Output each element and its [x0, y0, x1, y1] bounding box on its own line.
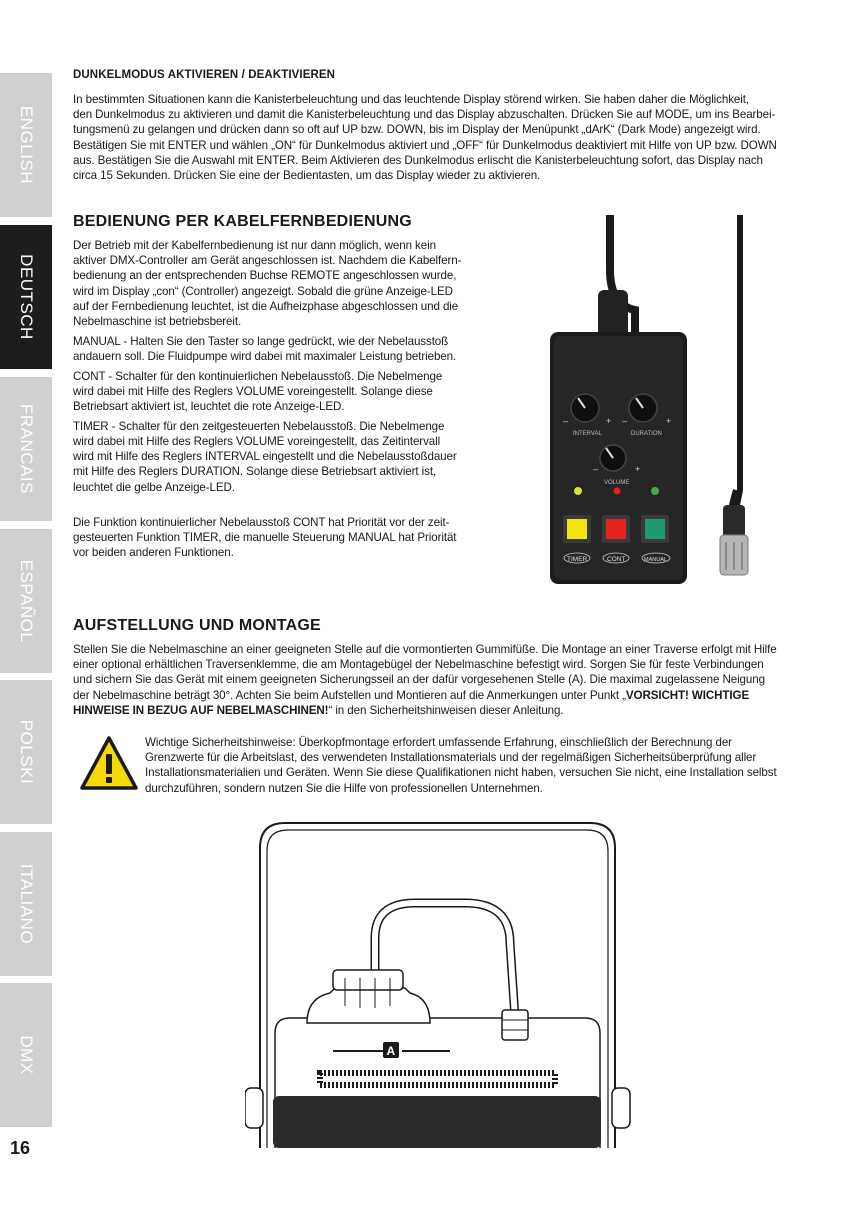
- text-line: [73, 703, 793, 718]
- safety-warning-text: [145, 735, 795, 796]
- volume-label: VOLUME: [604, 480, 630, 486]
- cont-label: CONT: [607, 556, 626, 563]
- minus-label: –: [563, 416, 569, 426]
- tab-english[interactable]: [0, 73, 52, 217]
- paragraph: [73, 238, 473, 329]
- text-line: In bestimmten Situationen kann die Kanisterbeleuchtung und das leuchtende Display störend wirken. Sie haben daher die Möglichkeit,: [73, 93, 749, 106]
- cont-button[interactable]: [606, 519, 626, 539]
- dark-mode-heading: DUNKELMODUS AKTIVIEREN / DEAKTIVIEREN: [73, 69, 336, 81]
- text-line: circa 15 Sekunden. Drücken Sie eine der Bedientasten, um das Display wieder zu aktivieren.: [73, 169, 541, 183]
- text-segment: “ in den Sicherheitshinweisen dieser Anleitung.: [328, 703, 564, 717]
- text-line: [73, 688, 793, 703]
- text-line: mit Hilfe des Reglers DURATION. Solange diese Betriebsart aktiviert ist,: [73, 465, 437, 479]
- text-line: andauern soll. Die Fluidpumpe wird dabei mit maximaler Leistung betrieben.: [73, 349, 457, 363]
- warning-reference: VORSICHT! WICHTIGE: [625, 688, 750, 702]
- paragraph: [73, 515, 473, 561]
- text-line: wird dabei mit Hilfe des Reglers VOLUME voreingestellt. Solange diese: [73, 384, 433, 398]
- minus-label: –: [593, 464, 599, 474]
- plus-label: +: [666, 416, 672, 426]
- text-line: wird mit Hilfe des Reglers INTERVAL eingestellt und die Nebelausstoßdauer: [73, 450, 457, 464]
- fog-machine-image: [245, 818, 645, 1148]
- mounting-heading: AUFSTELLUNG UND MONTAGE: [73, 617, 321, 634]
- text-line: den Dunkelmodus zu aktivieren und damit die Kanisterbeleuchtung und das Display abzuschalten. Drücken Sie auf MODE, um ins Bearbei-: [73, 108, 776, 122]
- tab-italiano-label: ITALIANO: [17, 863, 36, 945]
- tab-francais[interactable]: [0, 377, 52, 521]
- manual-button[interactable]: [645, 519, 665, 539]
- text-line: MANUAL - Halten Sie den Taster so lange gedrückt, wie der Nebelausstoß: [73, 334, 449, 348]
- paragraph: [73, 334, 473, 364]
- text-line: aktiver DMX-Controller am Gerät angeschlossen ist. Nachdem die Kabelfern-: [73, 254, 462, 268]
- text-segment: der Nebelmaschine beträgt 30°. Achten Sie beim Aufstellen und Montieren auf die Anmerkungen unter Punkt „: [73, 688, 626, 702]
- minus-label: –: [622, 416, 628, 426]
- text-line: TIMER - Schalter für den zeitgesteuerten Nebelausstoß. Die Nebelmenge: [73, 419, 445, 433]
- text-line: wird im Display „con“ (Controller) angezeigt. Sobald die grüne Anzeige-LED: [73, 284, 453, 298]
- plus-label: +: [606, 416, 612, 426]
- text-line: einer optional erhältlichen Traversenklemme, die am Montagebügel der Nebelmaschine befestigt wird. Sorgen Sie für feste Verbindungen: [73, 658, 764, 672]
- text-line: aus. Bestätigen Sie die Auswahl mit ENTER. Beim Aktivieren des Dunkelmodus erlischt die Kanisterbeleuchtung sofort, das Display nach: [73, 153, 763, 167]
- tab-espanol-label: ESPAÑOL: [17, 559, 36, 643]
- tab-espanol[interactable]: [0, 529, 52, 673]
- mount-point-label: A: [386, 1044, 396, 1058]
- text-line: Bestätigen Sie mit ENTER und wählen „ON“ für Dunkelmodus aktiviert und „OFF“ für Dunkelmodus deaktiviert mit Hilfe von UP bzw. DOWN: [73, 138, 777, 152]
- green-led: [651, 487, 659, 495]
- warning-icon: [80, 735, 138, 793]
- text-line: gesteuerten Funktion TIMER, die manuelle Steuerung MANUAL hat Priorität: [73, 530, 457, 544]
- manual-label: MANUAL: [644, 557, 667, 563]
- text-line: Der Betrieb mit der Kabelfernbedienung ist nur dann möglich, wenn kein: [73, 239, 436, 252]
- remote-heading: BEDIENUNG PER KABELFERNBEDIENUNG: [73, 213, 412, 230]
- tab-polski-label: POLSKI: [17, 719, 36, 785]
- mounting-text: [73, 642, 793, 718]
- tab-deutsch[interactable]: [0, 225, 52, 369]
- tab-dmx-label: DMX: [17, 1035, 36, 1075]
- tab-francais-label: FRANCAIS: [17, 404, 36, 494]
- timer-button[interactable]: [567, 519, 587, 539]
- tab-italiano[interactable]: [0, 832, 52, 976]
- remote-control-image: [540, 210, 780, 600]
- interval-label: INTERVAL: [573, 431, 602, 437]
- text-line: bedienung an der entsprechenden Buchse REMOTE angeschlossen wurde,: [73, 269, 457, 283]
- duration-label: DURATION: [631, 431, 662, 437]
- text-line: Wichtige Sicherheitshinweise: Überkopfmontage erfordert umfassende Erfahrung, einschließlich der Berechnung der: [145, 736, 732, 749]
- text-line: vor beiden anderen Funktionen.: [73, 546, 234, 560]
- tab-polski[interactable]: [0, 680, 52, 824]
- dark-mode-text: [73, 92, 793, 183]
- yellow-led: [574, 487, 582, 495]
- red-led: [614, 488, 621, 495]
- plus-label: +: [635, 464, 641, 474]
- text-line: Die Funktion kontinuierlicher Nebelausstoß CONT hat Priorität vor der zeit-: [73, 515, 450, 529]
- text-line: tungsmenü zu gelangen und drücken dann so oft auf UP bzw. DOWN, bis im Display der Menüpunkt „dArK“ (Dark Mode) angezeigt wird.: [73, 123, 761, 137]
- text-line: Grenzwerte für die Arbeitslast, des verwendeten Installationsmaterials und der regelmäßigen Sicherheitsüberprüfung aller: [145, 751, 757, 765]
- text-line: durchzuführen, sondern nutzen Sie die Hilfe von professionellen Unternehmen.: [145, 781, 543, 795]
- text-line: auf der Fernbedienung leuchtet, ist die Aufheizphase abgeschlossen und die: [73, 299, 459, 313]
- paragraph: [73, 419, 473, 495]
- text-line: Nebelmaschine ist betriebsbereit.: [73, 315, 242, 329]
- page-number: 16: [10, 1138, 31, 1158]
- timer-label: TIMER: [567, 556, 588, 563]
- text-line: wird dabei mit Hilfe des Reglers VOLUME voreingestellt, das Zeitintervall: [73, 434, 441, 448]
- tab-deutsch-label: DEUTSCH: [17, 254, 36, 340]
- text-line: CONT - Schalter für den kontinuierlichen Nebelausstoß. Die Nebelmenge: [73, 369, 443, 383]
- text-line: und sichern Sie das Gerät mit einem geeigneten Sicherungsseil an der dafür vorgesehenen Stelle (A). Die maximal zugelassene Neigung: [73, 673, 765, 687]
- text-line: Stellen Sie die Nebelmaschine an einer geeigneten Stelle auf die vormontierten Gummifüße. Die Montage an einer Traverse erfolgt mit Hilfe: [73, 643, 777, 656]
- text-line: Betriebsart aktiviert ist, leuchtet die rote Anzeige-LED.: [73, 400, 345, 414]
- warning-reference: HINWEISE IN BEZUG AUF NEBELMASCHINEN!: [73, 703, 329, 717]
- paragraph: [73, 369, 473, 415]
- text-line: leuchtet die gelbe Anzeige-LED.: [73, 480, 235, 494]
- remote-text: [73, 238, 473, 565]
- tab-dmx[interactable]: [0, 983, 52, 1127]
- text-line: Installationsmaterialien und Geräten. Wenn Sie diese Qualifikationen nicht haben, versuchen Sie nicht, eine Installation selbst: [145, 766, 777, 780]
- tab-english-label: ENGLISH: [17, 105, 36, 185]
